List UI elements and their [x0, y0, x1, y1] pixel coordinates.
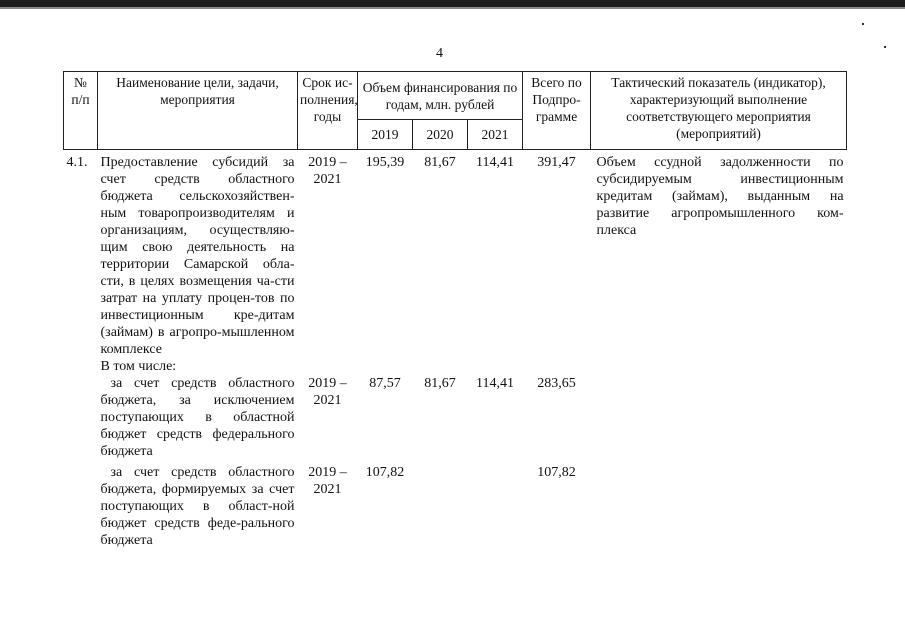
- row-value-2020: 81,67: [424, 155, 456, 170]
- header-year-2021: 2021: [468, 120, 523, 150]
- row-name: Предоставление субсидий за счет средств областного бюджета сельскохозяйствен-ным товаропроизводителям и организациям, осуществляю-щим свою деятельность на территории Самарской обла-сти, в целях возмещения ча-сти затрат на уплату процен-тов по инвестиционным кре-дитам (займам) в агропро-мышленном комплексе: [100, 155, 295, 357]
- page-number: 4: [436, 46, 443, 61]
- subrow-value-2019: 107,82: [365, 465, 405, 480]
- header-name: Наименование цели, задачи, мероприятия: [98, 72, 298, 150]
- subrow-value-2021: 114,41: [476, 376, 514, 391]
- scan-speck: [884, 46, 886, 48]
- subrow-total: 107,82: [537, 465, 576, 480]
- table-row: [64, 375, 847, 460]
- row-term: 2019 – 2021: [308, 155, 347, 187]
- header-year-2020: 2020: [413, 120, 468, 150]
- subrow-value-2019: 87,57: [369, 376, 401, 391]
- subrow-value-2021: [468, 464, 523, 549]
- header-term: Срок ис-полнения, годы: [298, 72, 358, 150]
- subrow-term: 2019 – 2021: [308, 376, 347, 408]
- row-value-2021: 114,41: [476, 155, 514, 170]
- row-value-2019: 195,39: [365, 155, 405, 170]
- subrow-name: за счет средств областного бюджета, за исключением поступающих в областной бюджет средств федерального бюджета: [100, 376, 295, 459]
- table-row: [64, 154, 847, 358]
- header-indicator: Тактический показатель (индикатор), характеризующий выполнение соответствующего мероприятия (мероприятий): [591, 72, 847, 150]
- row-num: 4.1.: [66, 155, 88, 170]
- scan-border-shadow: [0, 7, 905, 9]
- header-year-2019: 2019: [358, 120, 413, 150]
- row-total: 391,47: [537, 155, 576, 170]
- in-total-label: В том числе:: [100, 359, 177, 374]
- subrow-name: за счет средств областного бюджета, формируемых за счет поступающих в област-ной бюджет средств феде-рального бюджета: [100, 465, 295, 548]
- financing-table: [63, 71, 847, 549]
- row-indicator: Объем ссудной задолженности по субсидируемым инвестиционным кредитам (займам), выданным на развитие агропромышленного ком-плекса: [596, 155, 844, 238]
- table-row: [64, 464, 847, 549]
- scan-border: [0, 0, 905, 7]
- subrow-value-2020: [413, 464, 468, 549]
- header-total: Всего по Подпро-грамме: [523, 72, 591, 150]
- scan-speck: [862, 23, 864, 25]
- header-volume: Объем финансирования по годам, млн. рублей: [358, 72, 523, 120]
- subrow-value-2020: 81,67: [424, 376, 456, 391]
- subrow-total: 283,65: [537, 376, 576, 391]
- header-num: № п/п: [64, 72, 98, 150]
- subrow-term: 2019 – 2021: [308, 465, 347, 497]
